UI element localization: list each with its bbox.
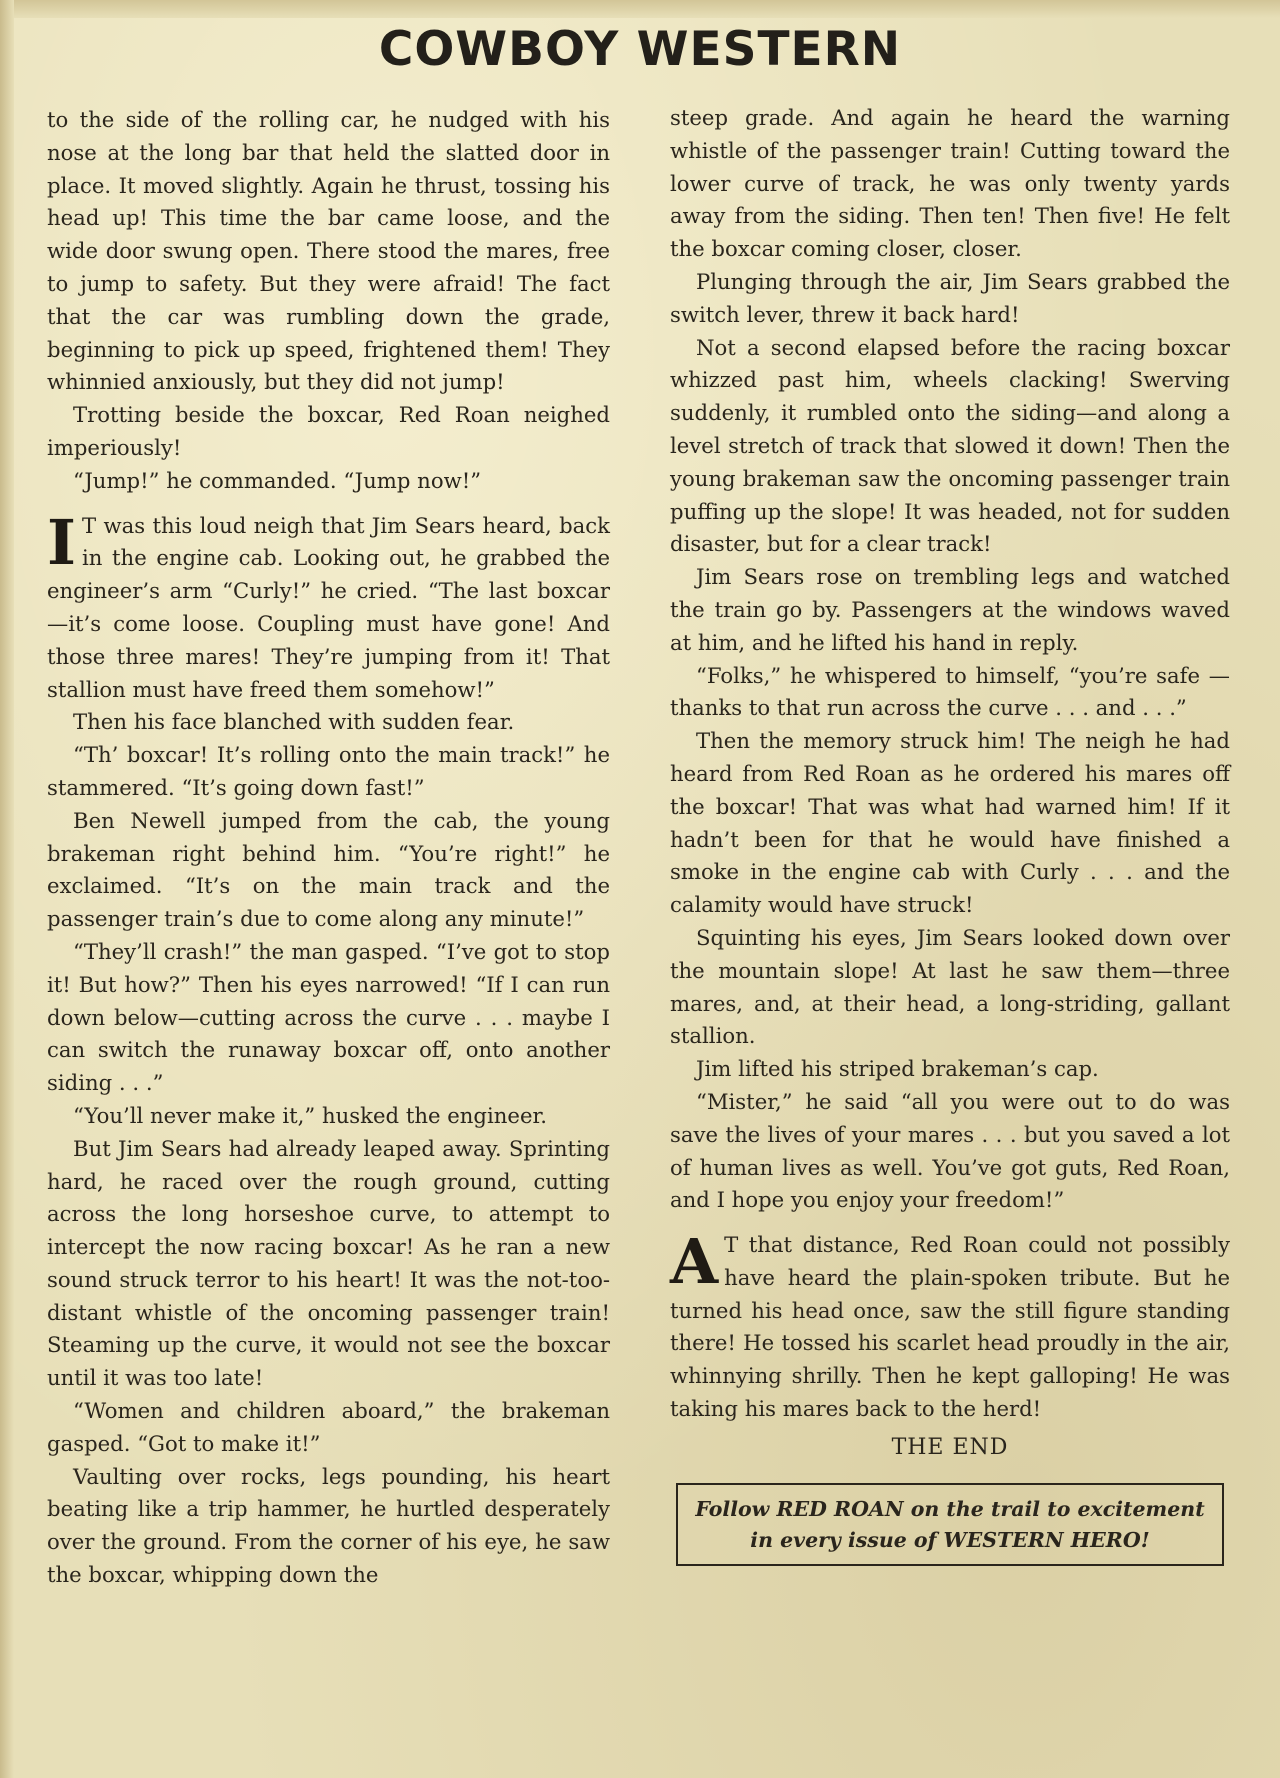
paragraph: Then his face blanched with sudden fear. [73, 709, 515, 735]
paragraph: “Th’ boxcar! It’s rolling onto the main track!” he stammered. “It’s going down fast!” [47, 742, 610, 800]
paragraph: Plunging through the air, Jim Sears grabbed the switch lever, threw it back hard! [670, 268, 1230, 327]
paragraph-text: T was this loud neigh that Jim Sears heard, back in the engine cab. Looking out, he grabbed the engineer’s arm “Curly!” he cried. “The last boxcar—it’s come loose. Coupling must have gone! And those three mares! They’re jumping from it! That stallion must have freed them somehow!” [47, 512, 610, 702]
paragraph: Jim Sears rose on trembling legs and watched the train go by. Passengers at the windows waved at him, and he lifted his hand in reply. [670, 564, 1230, 655]
page-title: COWBOY WESTERN [378, 22, 902, 77]
the-end-label: THE END [891, 1434, 1009, 1460]
right-column [670, 102, 1230, 1566]
drop-cap: I [47, 505, 77, 579]
paragraph-dropcap [670, 1225, 1230, 1426]
paragraph: “Women and children aboard,” the brakeman gasped. “Got to make it!” [47, 1398, 610, 1456]
paragraph-dropcap [47, 505, 610, 707]
paragraph: But Jim Sears had already leaped away. Sprinting hard, he raced over the rough ground, cutting across the long horseshoe curve, to attempt to intercept the now racing boxcar! As he ran a new sound struck terror to his heart! It was the not-too-distant whistle of the oncoming passenger train! Steaming up the curve, it would not see the boxcar until it was too late! [47, 1135, 610, 1391]
paragraph: Ben Newell jumped from the cab, the young brakeman right behind him. “You’re right!” he exclaimed. “It’s on the main track and the passenger train’s due to come along any minute!” [47, 807, 610, 932]
page-edge-top [0, 0, 1280, 18]
paragraph: “They’ll crash!” the man gasped. “I’ve got to stop it! But how?” Then his eyes narrowed! “If I can run down below—cutting across the curve . . . maybe I can switch the runaway boxcar off, onto another siding . . .” [47, 938, 610, 1096]
paragraph: Jim lifted his striped brakeman’s cap. [696, 1056, 1099, 1082]
paragraph: “Folks,” he whispered to himself, “you’re safe —thanks to that run across the curve . . . and . . .” [670, 662, 1230, 721]
drop-cap: A [670, 1225, 719, 1299]
promo-box: Follow RED ROAN on the trail to excitement in every issue of WESTERN HERO! [676, 1483, 1224, 1566]
paragraph: Squinting his eyes, Jim Sears looked down over the mountain slope! At last he saw them—three mares, and, at their head, a long-striding, gallant stallion. [670, 924, 1230, 1049]
paragraph: Vaulting over rocks, legs pounding, his heart beating like a trip hammer, he hurtled desperately over the ground. From the corner of his eye, he saw the boxcar, whipping down the [47, 1463, 610, 1588]
page-edge-left [0, 0, 14, 1778]
paragraph: steep grade. And again he heard the warning whistle of the passenger train! Cutting toward the lower curve of track, he was only twenty yards away from the siding. Then ten! Then five! He felt the boxcar coming closer, closer. [670, 105, 1230, 262]
paragraph: “Mister,” he said “all you were out to do was save the lives of your mares . . . but you saved a lot of human lives as well. You’ve got guts, Red Roan, and I hope you enjoy your freedom!” [670, 1088, 1230, 1213]
paragraph: to the side of the rolling car, he nudged with his nose at the long bar that held the slatted door in place. It moved slightly. Again he thrust, tossing his head up! This time the bar came loose, and the wide door swung open. There stood the mares, free to jump to safety. But they were afraid! The fact that the car was rumbling down the grade, beginning to pick up speed, frightened them! They whinnied anxiously, but they did not jump! [47, 107, 610, 395]
paragraph: Trotting beside the boxcar, Red Roan neighed imperiously! [47, 402, 610, 460]
paragraph: Then the memory struck him! The neigh he had heard from Red Roan as he ordered his mares off the boxcar! That was what had warned him! If it hadn’t been for that he would have finished a smoke in the engine cab with Curly . . . and the calamity would have struck! [670, 728, 1230, 918]
left-column [47, 104, 610, 1592]
paragraph: “Jump!” he commanded. “Jump now!” [73, 467, 482, 493]
paragraph: Not a second elapsed before the racing boxcar whizzed past him, wheels clacking! Swerving suddenly, it rumbled onto the siding—and along a level stretch of track that slowed it down! Then the young brakeman saw the oncoming passenger train puffing up the slope! It was headed, not for sudden disaster, but for a clear track! [670, 334, 1230, 557]
paragraph-text: T that distance, Red Roan could not possibly have heard the plain-spoken tribute. But he turned his head once, saw the still figure standing there! He tossed his scarlet head proudly in the air, whinnying shrilly. Then he kept galloping! He was taking his mares back to the herd! [670, 1232, 1230, 1422]
paragraph: “You’ll never make it,” husked the engineer. [73, 1102, 548, 1128]
